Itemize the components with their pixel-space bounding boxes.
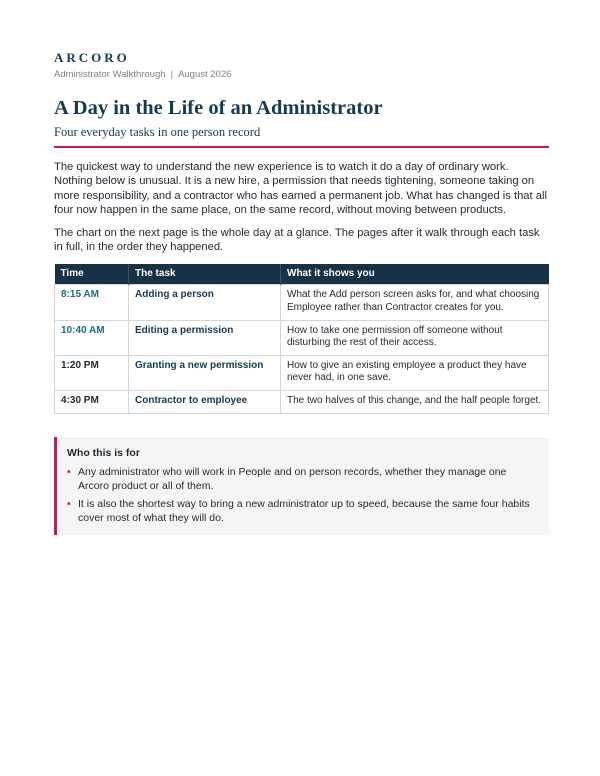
title-divider [54, 146, 549, 148]
page-title: A Day in the Life of an Administrator [54, 97, 383, 119]
column-header-time: Time [55, 264, 129, 285]
intro-paragraph: The quickest way to understand the new experience is to watch it do a day of ordinary work. Nothing below is unusual. It is a new hire, a permission that needs tightening, someone taking on more responsibility, and a contractor who has earned a permanent job. What has changed is that all four now happen in the same place, on the same record, without moving between products. [54, 161, 547, 217]
list-item-text: It is also the shortest way to bring a new administrator up to speed, because the same four habits cover most of what they will do. [78, 497, 530, 524]
document-page [54, 50, 549, 535]
row-time: 4:30 PM [55, 391, 129, 414]
doc-type: Administrator Walkthrough [54, 69, 166, 80]
row-description: The two halves of this change, and the half people forget. [281, 391, 549, 414]
table-row [55, 355, 549, 390]
callout-title: Who this is for [67, 446, 140, 459]
overview-paragraph: The chart on the next page is the whole day at a glance. The pages after it walk through each task in full, in the order they happened. [54, 226, 540, 254]
row-task: Contractor to employee [129, 391, 281, 414]
doc-date: August 2026 [178, 69, 232, 80]
list-item-text: Any administrator who will work in People and on person records, whether they manage one Arcoro product or all of them. [78, 465, 507, 492]
task-schedule-table [54, 264, 549, 413]
list-item [67, 465, 537, 493]
table-row [55, 320, 549, 355]
table-row [55, 285, 549, 320]
row-task: Adding a person [129, 285, 281, 320]
audience-callout [54, 437, 549, 535]
row-task: Granting a new permission [129, 355, 281, 390]
row-time: 8:15 AM [55, 285, 129, 320]
brand-logo: ARCORO [54, 50, 130, 65]
row-time: 10:40 AM [55, 320, 129, 355]
document-meta [54, 68, 549, 81]
row-description: How to take one permission off someone without disturbing the rest of their access. [281, 320, 549, 355]
bullet-icon: • [67, 465, 71, 478]
table-header-row [55, 264, 549, 285]
row-description: What the Add person screen asks for, and what choosing Employee rather than Contractor creates for you. [281, 285, 549, 320]
column-header-description: What it shows you [281, 264, 549, 285]
callout-list [67, 465, 537, 525]
table-row [55, 391, 549, 414]
row-time: 1:20 PM [55, 355, 129, 390]
bullet-icon: • [67, 497, 71, 510]
row-task: Editing a permission [129, 320, 281, 355]
page-subtitle: Four everyday tasks in one person record [54, 125, 261, 139]
meta-separator: | [170, 69, 174, 80]
column-header-task: The task [129, 264, 281, 285]
list-item [67, 497, 537, 525]
row-description: How to give an existing employee a product they have never had, in one save. [281, 355, 549, 390]
